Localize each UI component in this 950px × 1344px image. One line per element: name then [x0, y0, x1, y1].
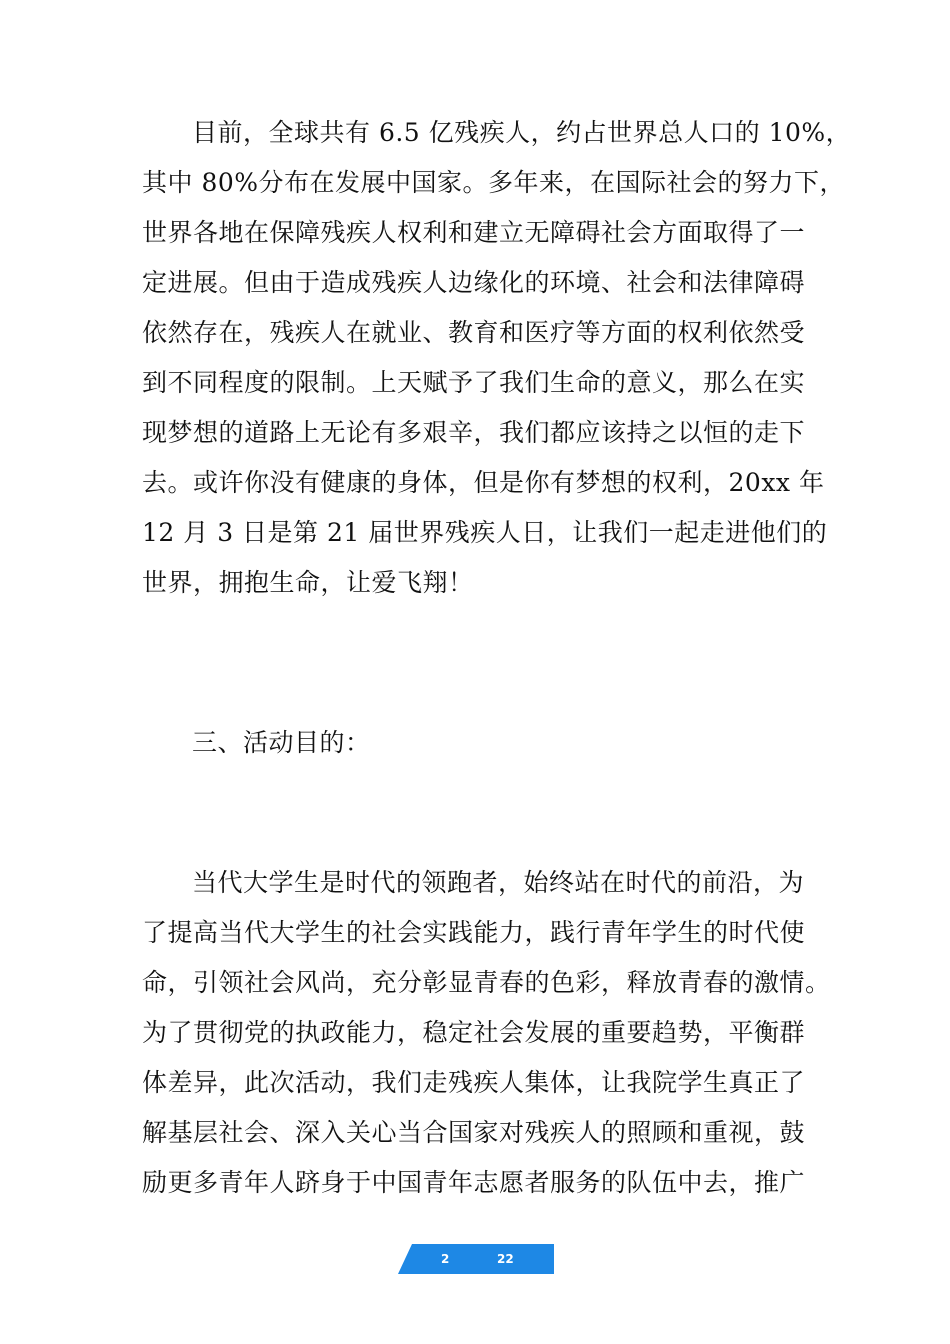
paragraph-1-line-7: 现梦想的道路上无论有多艰辛，我们都应该持之以恒的走下	[142, 418, 806, 447]
paragraph-1-line-8: 去。或许你没有健康的身体，但是你有梦想的权利，20xx 年	[142, 468, 825, 497]
section-heading: 三、活动目的：	[192, 728, 371, 757]
paragraph-1-line-3: 世界各地在保障残疾人权利和建立无障碍社会方面取得了一	[142, 218, 806, 247]
paragraph-1-line-2: 其中 80%分布在发展中国家。多年来，在国际社会的努力下，	[142, 168, 846, 197]
paragraph-2-line-5: 体差异，此次活动，我们走残疾人集体，让我院学生真正了	[142, 1068, 806, 1097]
paragraph-2-line-4: 为了贯彻党的执政能力，稳定社会发展的重要趋势，平衡群	[142, 1018, 806, 1047]
page-number-badge	[398, 1244, 554, 1274]
paragraph-1-line-4: 定进展。但由于造成残疾人边缘化的环境、社会和法律障碍	[142, 268, 806, 297]
paragraph-1-line-5: 依然存在，残疾人在就业、教育和医疗等方面的权利依然受	[142, 318, 806, 347]
paragraph-1-line-6: 到不同程度的限制。上天赋予了我们生命的意义，那么在实	[142, 368, 806, 397]
total-pages-number: 22	[497, 1252, 514, 1266]
page-badge-shape	[398, 1244, 554, 1274]
current-page-number: 2	[441, 1252, 450, 1266]
paragraph-1-line-9: 12 月 3 日是第 21 届世界残疾人日，让我们一起走进他们的	[142, 518, 828, 547]
paragraph-1-line-1: 目前，全球共有 6.5 亿残疾人，约占世界总人口的 10%，	[192, 118, 852, 147]
paragraph-1-line-10: 世界，拥抱生命，让爱飞翔！	[142, 568, 474, 597]
paragraph-2-line-2: 了提高当代大学生的社会实践能力，践行青年学生的时代使	[142, 918, 806, 947]
paragraph-2-line-7: 励更多青年人跻身于中国青年志愿者服务的队伍中去，推广	[142, 1168, 806, 1197]
paragraph-2-line-1: 当代大学生是时代的领跑者，始终站在时代的前沿，为	[192, 868, 805, 897]
paragraph-2-line-6: 解基层社会、深入关心当合国家对残疾人的照顾和重视，鼓	[142, 1118, 806, 1147]
paragraph-2-line-3: 命，引领社会风尚，充分彰显青春的色彩，释放青春的激情。	[142, 968, 831, 997]
